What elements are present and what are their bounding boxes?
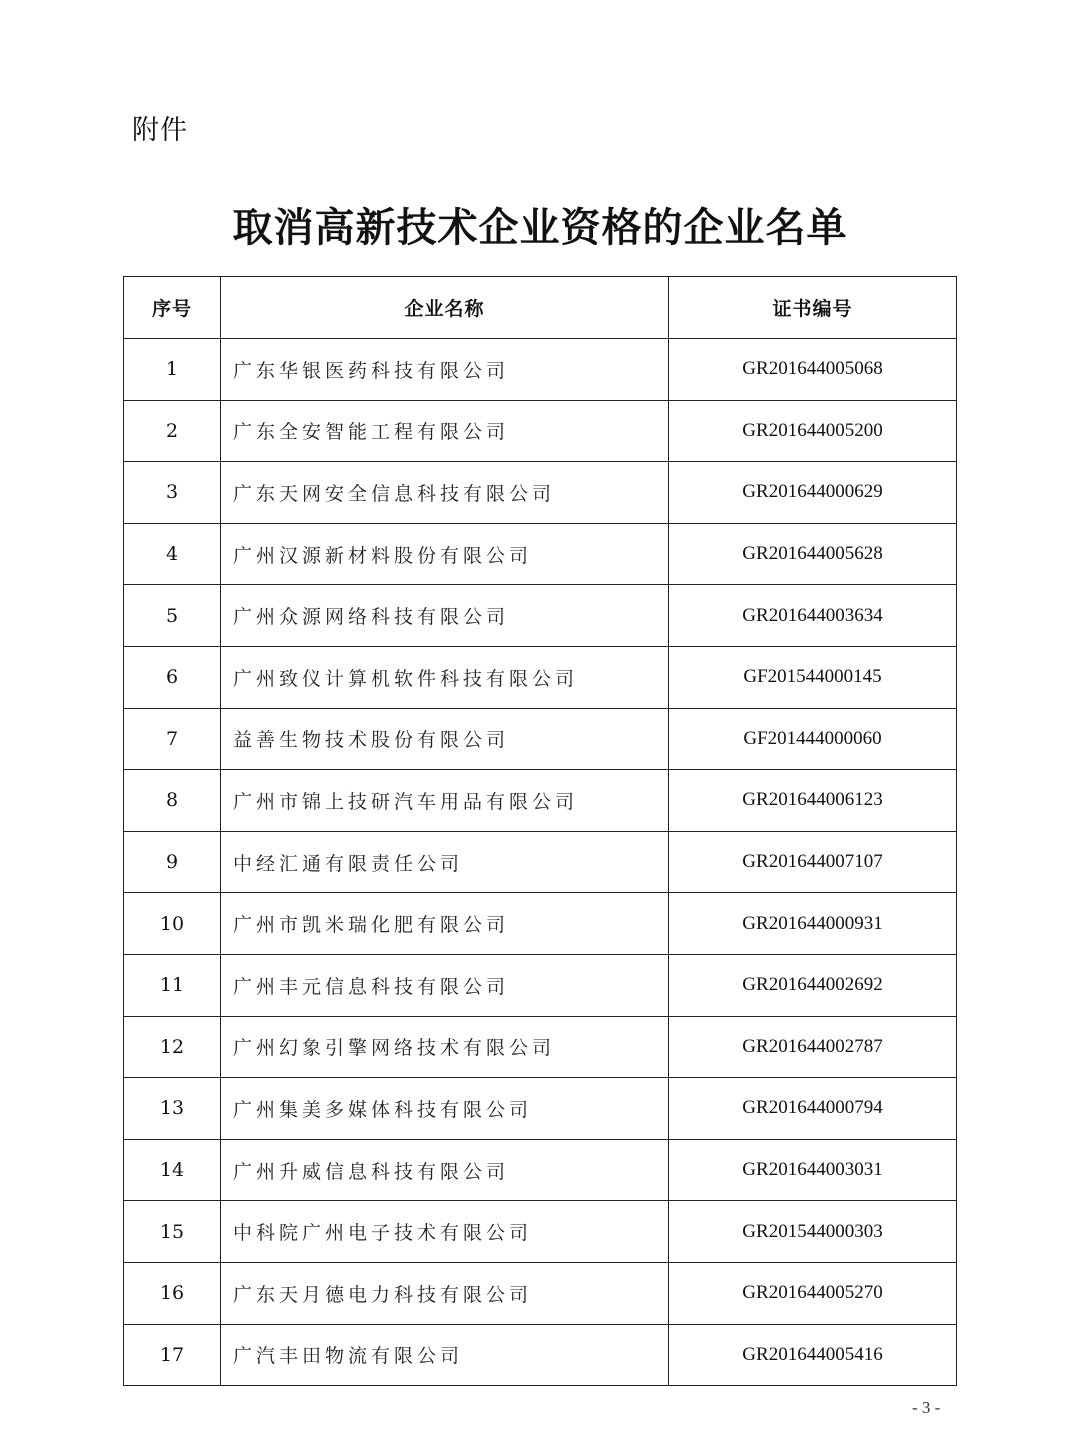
row-enterprise-name: 中经汇通有限责任公司 bbox=[221, 831, 669, 893]
row-enterprise-name: 广东全安智能工程有限公司 bbox=[221, 400, 669, 462]
row-enterprise-name: 广汽丰田物流有限公司 bbox=[221, 1324, 669, 1386]
row-certificate-number: GF201444000060 bbox=[669, 708, 957, 770]
row-certificate-number: GR201644007107 bbox=[669, 831, 957, 893]
row-enterprise-name: 广州升威信息科技有限公司 bbox=[221, 1139, 669, 1201]
row-enterprise-name: 广东天月德电力科技有限公司 bbox=[221, 1262, 669, 1324]
table-row bbox=[124, 1139, 957, 1201]
row-enterprise-name: 广州市锦上技研汽车用品有限公司 bbox=[221, 770, 669, 832]
table-row bbox=[124, 462, 957, 524]
row-enterprise-name: 广州众源网络科技有限公司 bbox=[221, 585, 669, 647]
row-seq: 1 bbox=[124, 339, 221, 401]
row-enterprise-name: 广东华银医药科技有限公司 bbox=[221, 339, 669, 401]
column-header-cert: 证书编号 bbox=[669, 277, 957, 339]
row-seq: 17 bbox=[124, 1324, 221, 1386]
row-enterprise-name: 广东天网安全信息科技有限公司 bbox=[221, 462, 669, 524]
document-title: 取消高新技术企业资格的企业名单 bbox=[232, 205, 848, 251]
row-seq: 2 bbox=[124, 400, 221, 462]
row-certificate-number: GR201644005416 bbox=[669, 1324, 957, 1386]
header-row bbox=[124, 277, 957, 339]
row-seq: 13 bbox=[124, 1078, 221, 1140]
table-body bbox=[124, 339, 957, 1386]
row-enterprise-name: 广州幻象引擎网络技术有限公司 bbox=[221, 1016, 669, 1078]
table-header bbox=[124, 277, 957, 339]
table-row bbox=[124, 831, 957, 893]
row-seq: 6 bbox=[124, 646, 221, 708]
row-enterprise-name: 广州汉源新材料股份有限公司 bbox=[221, 523, 669, 585]
attachment-label: 附件 bbox=[132, 115, 188, 146]
row-certificate-number: GR201644003634 bbox=[669, 585, 957, 647]
row-certificate-number: GR201644005628 bbox=[669, 523, 957, 585]
row-seq: 10 bbox=[124, 893, 221, 955]
row-seq: 14 bbox=[124, 1139, 221, 1201]
row-seq: 8 bbox=[124, 770, 221, 832]
row-certificate-number: GR201544000303 bbox=[669, 1201, 957, 1263]
row-enterprise-name: 广州集美多媒体科技有限公司 bbox=[221, 1078, 669, 1140]
row-enterprise-name: 广州致仪计算机软件科技有限公司 bbox=[221, 646, 669, 708]
table-row bbox=[124, 770, 957, 832]
row-seq: 7 bbox=[124, 708, 221, 770]
row-certificate-number: GF201544000145 bbox=[669, 646, 957, 708]
table-row bbox=[124, 1201, 957, 1263]
row-seq: 12 bbox=[124, 1016, 221, 1078]
table-row bbox=[124, 1016, 957, 1078]
table-row bbox=[124, 523, 957, 585]
row-certificate-number: GR201644005270 bbox=[669, 1262, 957, 1324]
table-row bbox=[124, 708, 957, 770]
row-seq: 15 bbox=[124, 1201, 221, 1263]
table-row bbox=[124, 585, 957, 647]
enterprise-table bbox=[123, 276, 957, 1386]
row-certificate-number: GR201644000931 bbox=[669, 893, 957, 955]
row-certificate-number: GR201644002692 bbox=[669, 954, 957, 1016]
column-header-name: 企业名称 bbox=[221, 277, 669, 339]
table-row bbox=[124, 339, 957, 401]
row-seq: 3 bbox=[124, 462, 221, 524]
table-row bbox=[124, 646, 957, 708]
row-seq: 4 bbox=[124, 523, 221, 585]
row-enterprise-name: 广州市凯米瑞化肥有限公司 bbox=[221, 893, 669, 955]
table-row bbox=[124, 1262, 957, 1324]
table-row bbox=[124, 893, 957, 955]
row-seq: 16 bbox=[124, 1262, 221, 1324]
row-certificate-number: GR201644000794 bbox=[669, 1078, 957, 1140]
table-row bbox=[124, 400, 957, 462]
row-seq: 5 bbox=[124, 585, 221, 647]
row-enterprise-name: 益善生物技术股份有限公司 bbox=[221, 708, 669, 770]
row-certificate-number: GR201644005200 bbox=[669, 400, 957, 462]
row-enterprise-name: 中科院广州电子技术有限公司 bbox=[221, 1201, 669, 1263]
column-header-seq: 序号 bbox=[124, 277, 221, 339]
table-row bbox=[124, 1324, 957, 1386]
row-enterprise-name: 广州丰元信息科技有限公司 bbox=[221, 954, 669, 1016]
row-certificate-number: GR201644000629 bbox=[669, 462, 957, 524]
table-row bbox=[124, 1078, 957, 1140]
table-row bbox=[124, 954, 957, 1016]
row-certificate-number: GR201644003031 bbox=[669, 1139, 957, 1201]
row-certificate-number: GR201644006123 bbox=[669, 770, 957, 832]
page-number: - 3 - bbox=[912, 1398, 941, 1417]
row-certificate-number: GR201644002787 bbox=[669, 1016, 957, 1078]
row-seq: 9 bbox=[124, 831, 221, 893]
row-seq: 11 bbox=[124, 954, 221, 1016]
row-certificate-number: GR201644005068 bbox=[669, 339, 957, 401]
